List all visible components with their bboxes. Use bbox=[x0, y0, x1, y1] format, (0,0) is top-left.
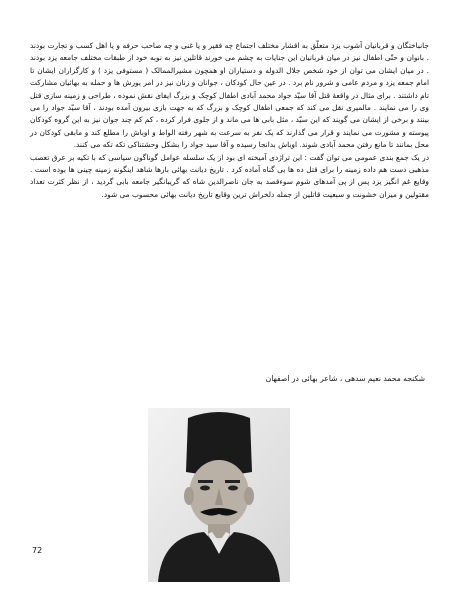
paragraph-1: جانباختگان و قربانیان آشوب یزد متعلّق به اقشار مختلف اجتماع چه فقیر و یا غنی و چه صاحب حرفه و یا اهل کسب و تجارت بودند . بانوان و حتّی اطفال نیز در میان قربانیان این جنایات به چشم می خورند قاتلین نیز به نوبه خود از طبقات مختلف جامعه یزد بودند . در میان ایشان می توان از خود شخص جلال الدوله و دستیاران او همچون مشیرالممالک ( مستوفی یزد ) و کارگزاران ایشان تا امام جمعه یزد و مردم عامی و شرور نام برد . در عین حال کودکان ، جوانان و زنان نیز در امر یورش ها و حمله به بهائیان مشارکت تام داشتند . برای مثال در واقعهٔ قتل آقا سیّد جواد محمد آبادی اطفال کوچک و بزرگ ایفای نقش نموده ، طراحی و زمینه سازی قتل وی را می نمایند . مالمیری نقل می کند که جمعی اطفال کوچک و بزرگ که به جهت بازی بیرون آمده بودند ، آقا سیّد جواد را می بینند و برخی از ایشان می گویند که این سیّد ، مثل بابی ها می ماند و از جلوی فرار کرده ، کم کم چند جوان نیز به این گروه کودکان پیوسته و مشورت می نمایند و قرار می گذارند که یک نفر به سرعت به شهر رفته الواط و اوباش را مطلع کند و مابقی کودکان در محل بمانند تا مانع رفتن محمد آبادی شوند. اوباش بدانجا رسیده و آقا سید جواد را بشکل وحشتناکی تکه تکه می کنند. bbox=[30, 41, 429, 150]
paragraph-2: در یک جمع بندی عمومی می توان گفت : این تراژدی آمیخته ای بود از یک سلسله عوامل گوناگون سیاسی که با تکیه بر عرق تعصب مذهبی دست هم داده زمینه را برای قتل ده ها بی گناه آماده کرد . تاریخ دیانت بهائی بارها شاهد اینگونه زمینه چینی ها بوده است . وقایع غم انگیز یزد پس از پی آمدهای شوم سوءقصد به جان ناصرالدین شاه که گریبانگیر جامعه بابی گردید ، از نظر کثرت تعداد مقتولین و میزان خشونت و سبعیت قاتلین از جمله دلخراش ترین وقایع تاریخ دیانت بهائی محسوب می شود. bbox=[30, 152, 429, 199]
page-number: 72 bbox=[32, 546, 43, 555]
body-text bbox=[30, 40, 429, 201]
portrait-photo bbox=[148, 408, 290, 582]
photo-caption: شکنجه محمد نعیم سدهی ، شاعر بهائی در اصفهان bbox=[265, 374, 425, 383]
